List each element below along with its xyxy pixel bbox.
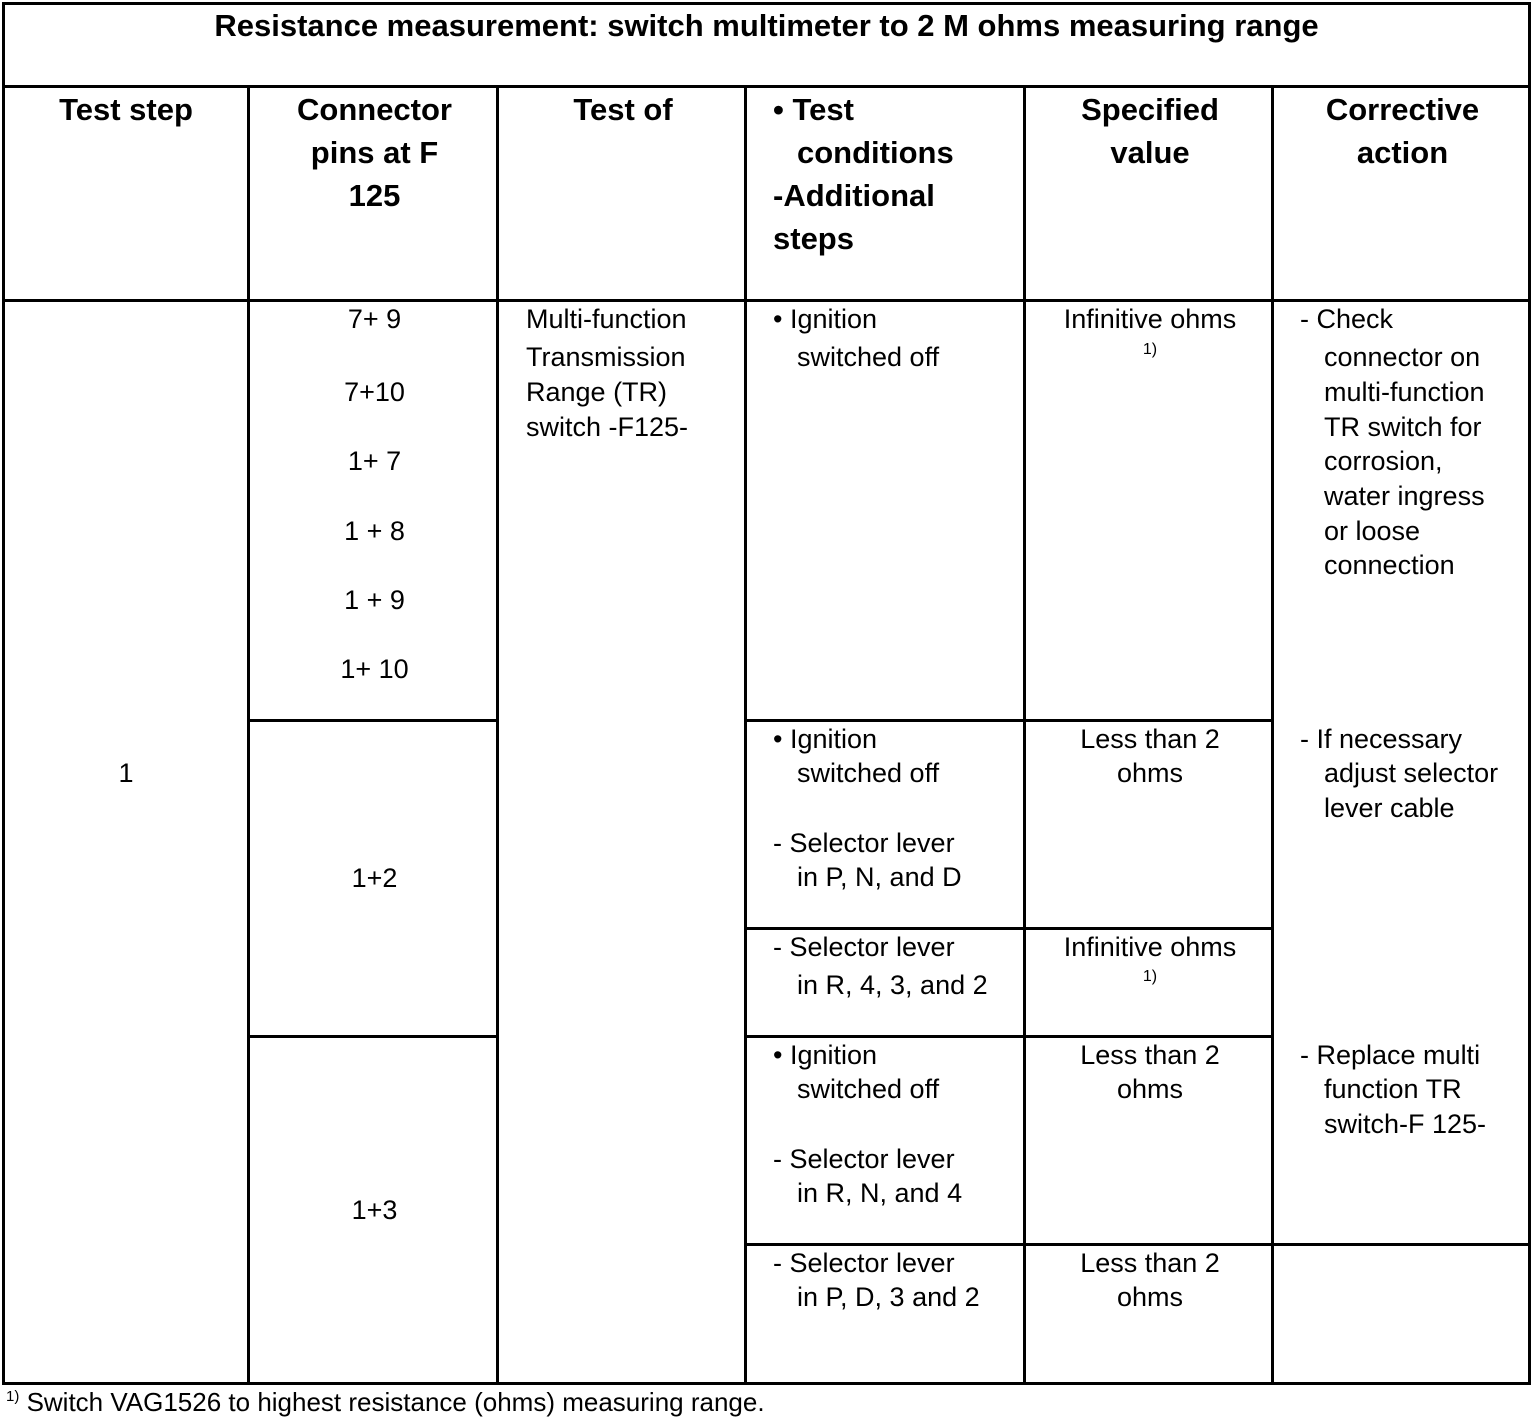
pins-divider-1 [247, 719, 499, 722]
footnote-marker: 1) [6, 1388, 20, 1405]
col-divider-1 [247, 85, 250, 1385]
col-divider-2 [496, 85, 499, 1385]
pins-group-3: 1+3 [351, 1195, 398, 1225]
footnote [6, 1384, 765, 1425]
col-divider-3 [744, 85, 747, 1385]
test-step-value: 1 [118, 758, 134, 788]
table-frame [2, 2, 1531, 1385]
table-title: Resistance measurement: switch multimeter to 2 M ohms measuring range [214, 8, 1319, 43]
footnote-ref: 1) [1142, 968, 1158, 985]
footnote-ref: 1) [1142, 341, 1158, 358]
footnote-text: Switch VAG1526 to highest resistance (ohms) measuring range. [19, 1387, 765, 1417]
header-test-of: Test of [573, 92, 673, 127]
header-test-step: Test step [59, 92, 193, 127]
pins-group-2: 1+2 [351, 863, 398, 893]
pins-divider-2 [247, 1035, 499, 1038]
